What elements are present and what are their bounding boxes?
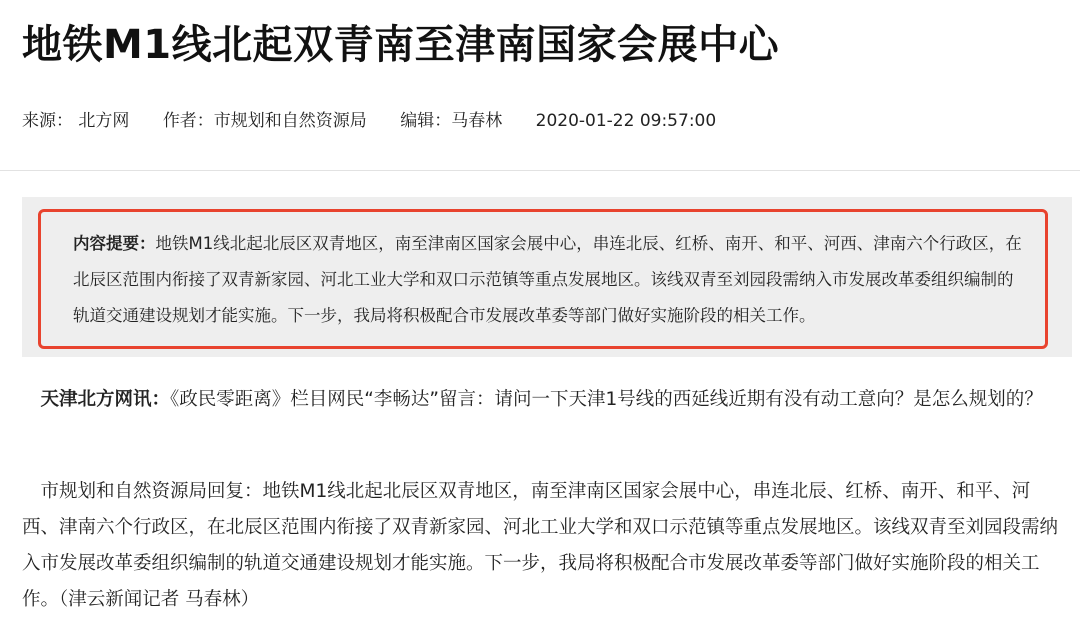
article-paragraph-1 [22, 382, 1062, 418]
meta-editor: 编辑：马春林 [400, 111, 503, 131]
paragraph-2-text: 市规划和自然资源局回复：地铁M1线北起北辰区双青地区，南至津南区国家会展中心，串连北辰、红桥、南开、和平、河西、津南六个行政区，在北辰区范围内衔接了双青新家园、河北工业大学和双口示范镇等重点发展地区。该线双青至刘园段需纳入市发展改革委组织编制的轨道交通建设规划才能实施。下一步，我局将积极配合市发展改革委等部门做好实施阶段的相关工作。（津云新闻记者 马春林） [22, 481, 1059, 610]
header-divider [0, 170, 1080, 171]
article-title: 地铁M1线北起双青南至津南国家会展中心 [22, 22, 780, 68]
summary-body: 地铁M1线北起北辰区双青地区，南至津南区国家会展中心，串连北辰、红桥、南开、和平、河西、津南六个行政区，在北辰区范围内衔接了双青新家园、河北工业大学和双口示范镇等重点发展地区。该线双青至刘园段需纳入市发展改革委组织编制的轨道交通建设规划才能实施。下一步，我局将积极配合市发展改革委等部门做好实施阶段的相关工作。 [73, 234, 1022, 325]
article-paragraph-2 [22, 474, 1062, 618]
summary-highlight-box [38, 209, 1048, 349]
meta-datetime: 2020-01-22 09:57:00 [535, 111, 717, 131]
summary-text [73, 226, 1027, 334]
paragraph-1-text: 《政民零距离》栏目网民“李畅达”留言：请问一下天津1号线的西延线近期有没有动工意向？是怎么规划的？ [170, 389, 1043, 410]
dateline-label: 天津北方网讯： [40, 389, 171, 410]
meta-source: 来源： 北方网 [22, 111, 130, 131]
meta-author: 作者：市规划和自然资源局 [162, 111, 367, 131]
summary-label: 内容提要： [73, 234, 156, 253]
article-meta [22, 108, 716, 134]
